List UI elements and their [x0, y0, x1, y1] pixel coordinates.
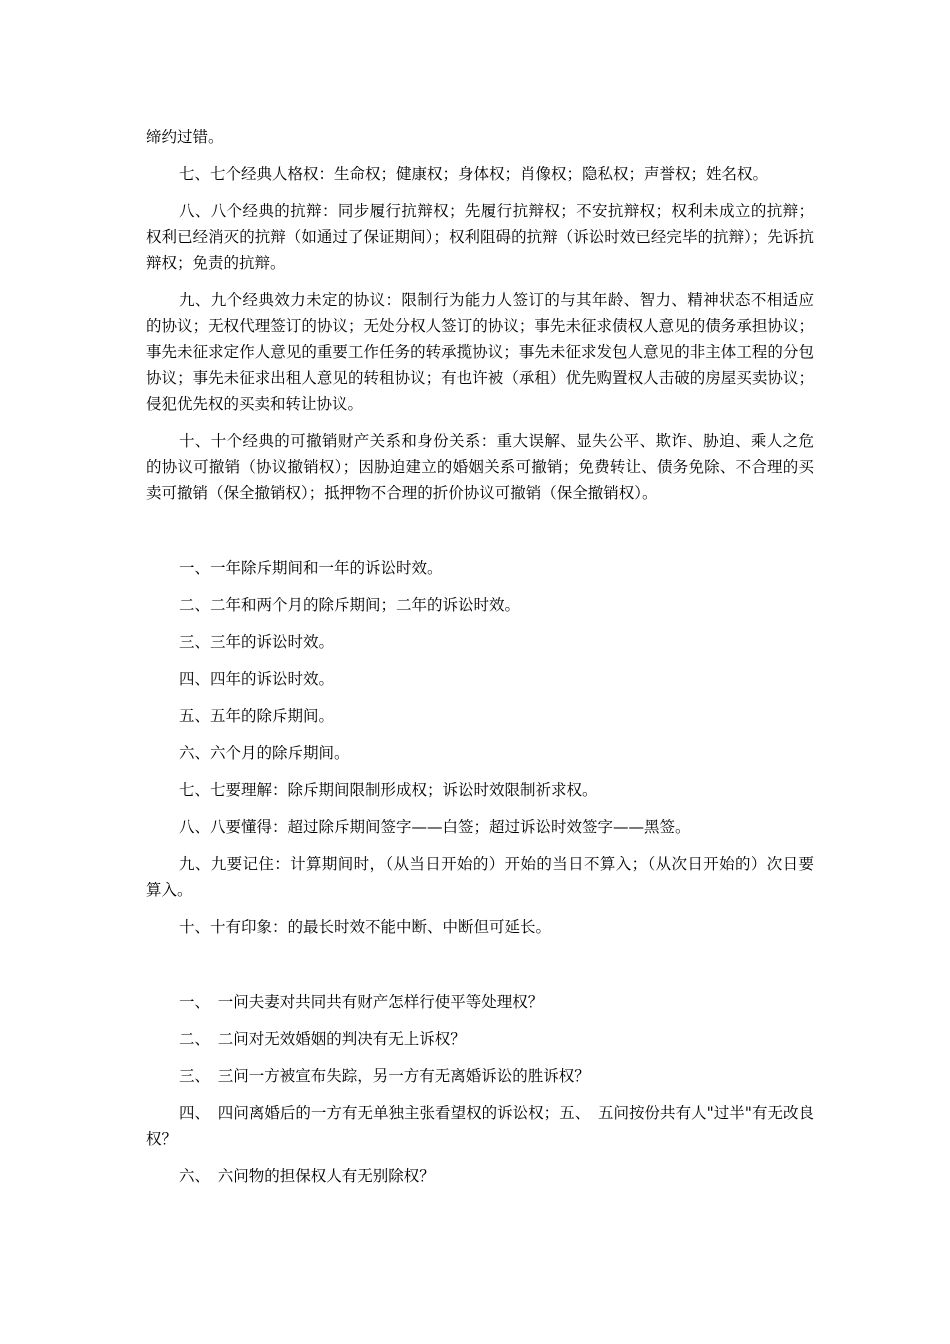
paragraph-item-9: 九、九个经典效力未定的协议：限制行为能力人签订的与其年龄、智力、精神状态不相适应的协议；无权代理签订的协议；无处分权人签订的协议；事先未征求债权人意见的债务承担协议；事先未征求定作人意见的重要工作任务的转承揽协议；事先未征求发包人意见的非主体工程的分包协议；事先未征求出租人意见的转租协议；有也许被（承租）优先购置权人击破的房屋买卖协议；侵犯优先权的买卖和转让协议。 [146, 291, 814, 413]
limitation-item-9: 九、九要记住：计算期间时，（从当日开始的）开始的当日不算入；（从次日开始的）次日要算入。 [146, 855, 814, 899]
section-gap [146, 951, 814, 989]
limitation-item-5: 五、五年的除斥期间。 [179, 707, 335, 725]
question-item-1: 一、 一问夫妻对共同共有财产怎样行使平等处理权？ [179, 993, 544, 1011]
limitation-item-3: 三、三年的诉讼时效。 [179, 633, 335, 651]
limitation-item-2: 二、二年和两个月的除斥期间；二年的诉讼时效。 [179, 596, 521, 614]
limitation-item-6: 六、六个月的除斥期间。 [179, 744, 350, 762]
section-gap [146, 517, 814, 555]
limitation-item-8: 八、八要懂得：超过除斥期间签字——白签；超过诉讼时效签字——黑签。 [179, 818, 691, 836]
limitation-item-1: 一、一年除斥期间和一年的诉讼时效。 [179, 559, 443, 577]
question-item-6: 六、 六问物的担保权人有无别除权？ [179, 1167, 435, 1185]
paragraph-item-10: 十、十个经典的可撤销财产关系和身份关系：重大误解、显失公平、欺诈、胁迫、乘人之危的协议可撤销（协议撤销权）；因胁迫建立的婚姻关系可撤销；免费转让、债务免除、不合理的买卖可撤销（保全撤销权）；抵押物不合理的折价协议可撤销（保全撤销权）。 [146, 432, 814, 502]
limitation-item-4: 四、四年的诉讼时效。 [179, 670, 335, 688]
limitation-item-10: 十、十有印象：的最长时效不能中断、中断但可延长。 [179, 918, 552, 936]
limitation-item-7: 七、七要理解：除斥期间限制形成权；诉讼时效限制祈求权。 [179, 781, 598, 799]
continued-paragraph: 缔约过错。 [146, 128, 224, 146]
paragraph-item-8: 八、八个经典的抗辩：同步履行抗辩权；先履行抗辩权；不安抗辩权；权利未成立的抗辩；权利已经消灭的抗辩（如通过了保证期间）；权利阻碍的抗辩（诉讼时效已经完毕的抗辩）；先诉抗辩权；免责的抗辩。 [146, 202, 814, 272]
document-body [146, 124, 814, 1200]
paragraph-item-7: 七、七个经典人格权：生命权；健康权；身体权；肖像权；隐私权；声誉权；姓名权。 [179, 165, 769, 183]
question-item-2: 二、 二问对无效婚姻的判决有无上诉权？ [179, 1030, 466, 1048]
question-item-4-5: 四、 四问离婚后的一方有无单独主张看望权的诉讼权；五、 五问按份共有人"过半"有无改良权？ [146, 1104, 814, 1148]
question-item-3: 三、 三问一方被宣布失踪，另一方有无离婚诉讼的胜诉权？ [179, 1067, 590, 1085]
